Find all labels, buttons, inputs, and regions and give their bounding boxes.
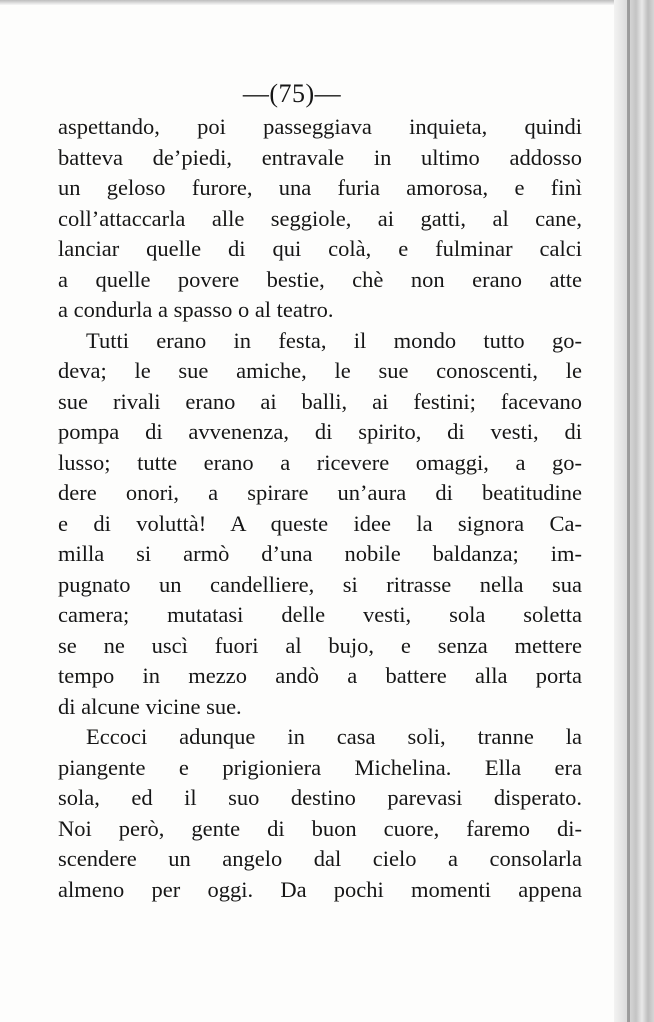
text-line: se ne uscì fuori al bujo, e senza mettere bbox=[58, 632, 582, 658]
text-line: camera; mutatasi delle vesti, sola soletta bbox=[58, 602, 582, 627]
text-line: aspettando, poi passeggiava inquieta, quindi bbox=[58, 114, 582, 139]
text-line: a condurla a spasso o al teatro. bbox=[58, 297, 334, 322]
text-line: coll’attaccarla alle seggiole, ai gatti, al cane, bbox=[58, 205, 582, 231]
text-line: milla si armò d’una nobile baldanza; im- bbox=[58, 541, 582, 566]
text-line: Tutti erano in festa, il mondo tutto go- bbox=[86, 327, 582, 353]
text-line: Noi però, gente di buon cuore, faremo di- bbox=[58, 815, 582, 841]
text-line: deva; le sue amiche, le sue conoscenti, le bbox=[58, 358, 582, 383]
page-fold-line bbox=[627, 0, 630, 1022]
text-line: sue rivali erano ai balli, ai festini; facevano bbox=[58, 388, 582, 414]
text-line: di alcune vicine sue. bbox=[58, 693, 242, 719]
text-line: pompa di avvenenza, di spirito, di vesti, di bbox=[58, 419, 582, 444]
text-line: lanciar quelle di qui colà, e fulminar calci bbox=[58, 236, 582, 261]
text-line: almeno per oggi. Da pochi momenti appena bbox=[58, 876, 582, 902]
page-top-edge bbox=[0, 0, 654, 5]
text-line: dere onori, a spirare un’aura di beatitudine bbox=[58, 480, 582, 505]
body-text bbox=[58, 112, 582, 905]
text-line: Eccoci adunque in casa soli, tranne la bbox=[86, 724, 582, 749]
text-line: scendere un angelo dal cielo a consolarla bbox=[58, 846, 582, 871]
text-line: lusso; tutte erano a ricevere omaggi, a go- bbox=[58, 449, 582, 475]
text-line: sola, ed il suo destino parevasi disperato. bbox=[58, 785, 582, 810]
text-line: tempo in mezzo andò a battere alla porta bbox=[58, 663, 582, 688]
text-line: piangente e prigioniera Michelina. Ella era bbox=[58, 754, 582, 780]
text-line: a quelle povere bestie, chè non erano atte bbox=[58, 266, 582, 292]
text-line: batteva de’piedi, entravale in ultimo addosso bbox=[58, 144, 582, 170]
text-line: un geloso furore, una furia amorosa, e finì bbox=[58, 175, 582, 200]
text-line: e di voluttà! A queste idee la signora Ca- bbox=[58, 510, 582, 536]
text-line: pugnato un candelliere, si ritrasse nella sua bbox=[58, 571, 582, 597]
page-number: —(75)— bbox=[242, 79, 342, 108]
page-binding-edge bbox=[614, 0, 654, 1022]
